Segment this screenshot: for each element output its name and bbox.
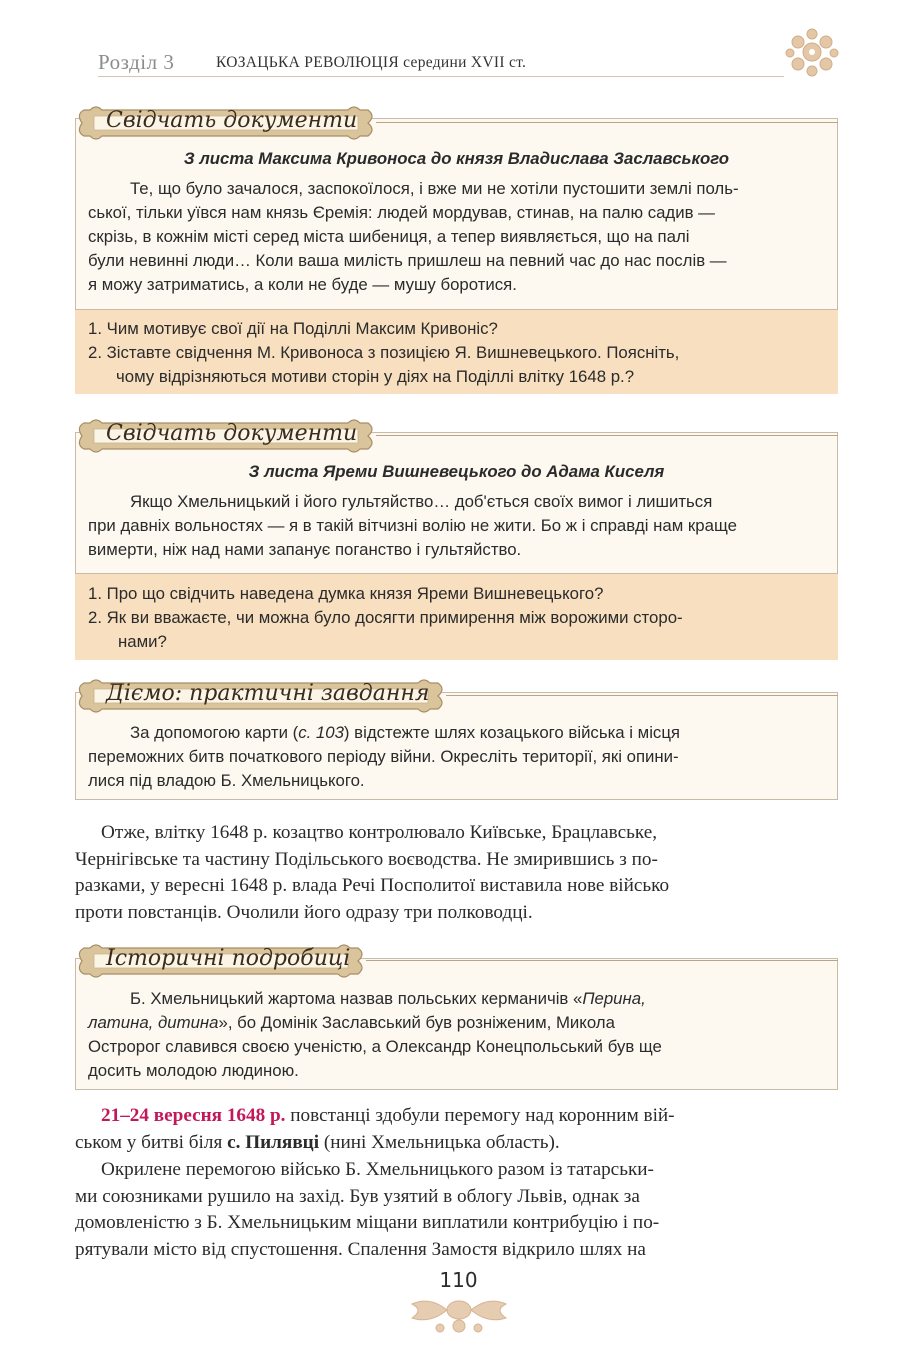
document-text-2: Якщо Хмельницький і його гультяйство… доб'ється своїх вимог і лишиться при давніх вольностях — я в такій вітчизні волію не жити. Бо ж і справді нам краще вимерти, ніж над нами запанує поганство і гультяйство. xyxy=(88,492,737,559)
question-item: 1. Чим мотивує свої дії на Поділлі Максим Кривоніс? xyxy=(88,319,498,338)
questions-list-2 xyxy=(88,582,826,654)
document-title-2: З листа Яреми Вишневецького до Адама Киселя xyxy=(248,462,665,481)
section-label: Розділ 3 xyxy=(98,50,175,74)
tab-label: Історичні подробиці xyxy=(106,946,351,971)
document-text-1: Те, що було зачалося, заспокоїлося, і вже ми не хотіли пустошити землі поль- ської, тільки уївся нам князь Єремія: людей мордував, стинав, на палю садив — скрізь, в кожнім місті серед міста шибениця, а тепер виявляється, що на палі були невинні люди… Коли ваша милість пришлеш на певний час до нас послів — я можу затриматись, а коли не буде — мушу боротися. xyxy=(88,179,739,294)
place-name: с. Пилявці xyxy=(227,1131,320,1153)
question-item: 1. Про що свідчить наведена думка князя Яреми Вишневецького? xyxy=(88,584,604,603)
section-tab-details xyxy=(76,942,838,980)
page-number: 110 xyxy=(439,1268,478,1292)
questions-list-1 xyxy=(88,317,826,389)
tab-label: Свідчать документи xyxy=(106,421,358,446)
floral-ornament-icon xyxy=(782,24,842,80)
body-paragraph-1: Отже, влітку 1648 р. козацтво контролювало Київське, Брацлавське, Чернігівське та частину Подільського воєводства. Не змирившись з по- разками, у вересні 1648 р. влада Речі Посполитої виставила нове військо проти повстанців. Очолили його одразу три полководці. xyxy=(75,822,670,923)
section-tab-task xyxy=(76,677,838,715)
page-reference: с. 103 xyxy=(298,723,344,742)
question-item: 2. Зіставте свідчення М. Кривоноса з позицією Я. Вишневецького. Поясніть, xyxy=(88,343,680,362)
question-item: чому відрізняються мотиви сторін у діях на Поділлі влітку 1648 р.? xyxy=(116,367,635,386)
question-item: нами? xyxy=(118,632,167,651)
running-header xyxy=(98,48,784,77)
task-text: За допомогою карти (с. 103) відстежте шлях козацького війська і місця переможних битв початкового періоду війни. Окресліть території, які опини- лися під владою Б. Хмельницького. xyxy=(88,723,681,790)
question-item: 2. Як ви вважаєте, чи можна було досягти примирення між ворожими сторо- xyxy=(88,608,683,627)
body-paragraph-2: 21–24 вересня 1648 р. повстанці здобули перемогу над коронним вій- ськом у битві біля с. Пилявці (нині Хмельницька область). xyxy=(75,1105,675,1153)
section-tab-documents-1 xyxy=(76,104,838,142)
body-paragraph-3: Окрилене перемогою військо Б. Хмельницького разом із татарськи- ми союзниками рушило на захід. Був узятий в облогу Львів, однак за домовленістю з Б. Хмельницьким міщани виплатили контрибуцію і по- рятували місто від спустошення. Спалення Замостя відкрило шлях на xyxy=(75,1159,660,1260)
floral-ornament-icon xyxy=(400,1290,518,1336)
event-date: 21–24 вересня 1648 р. xyxy=(101,1105,286,1126)
details-text: Б. Хмельницький жартома назвав польських керманичів «Перина, латина, дитина», бо Домінік Заславський був розніженим, Микола Остророг славився своєю ученістю, а Олександр Конецпольський був ще досить молодою людиною. xyxy=(88,989,662,1080)
chapter-title: КОЗАЦЬКА РЕВОЛЮЦІЯ середини XVII ст. xyxy=(216,54,527,71)
document-title-1: З листа Максима Кривоноса до князя Владислава Заславського xyxy=(183,149,730,168)
section-tab-documents-2 xyxy=(76,417,838,455)
tab-label: Свідчать документи xyxy=(106,108,358,133)
tab-label: Діємо: практичні завдання xyxy=(106,681,430,706)
